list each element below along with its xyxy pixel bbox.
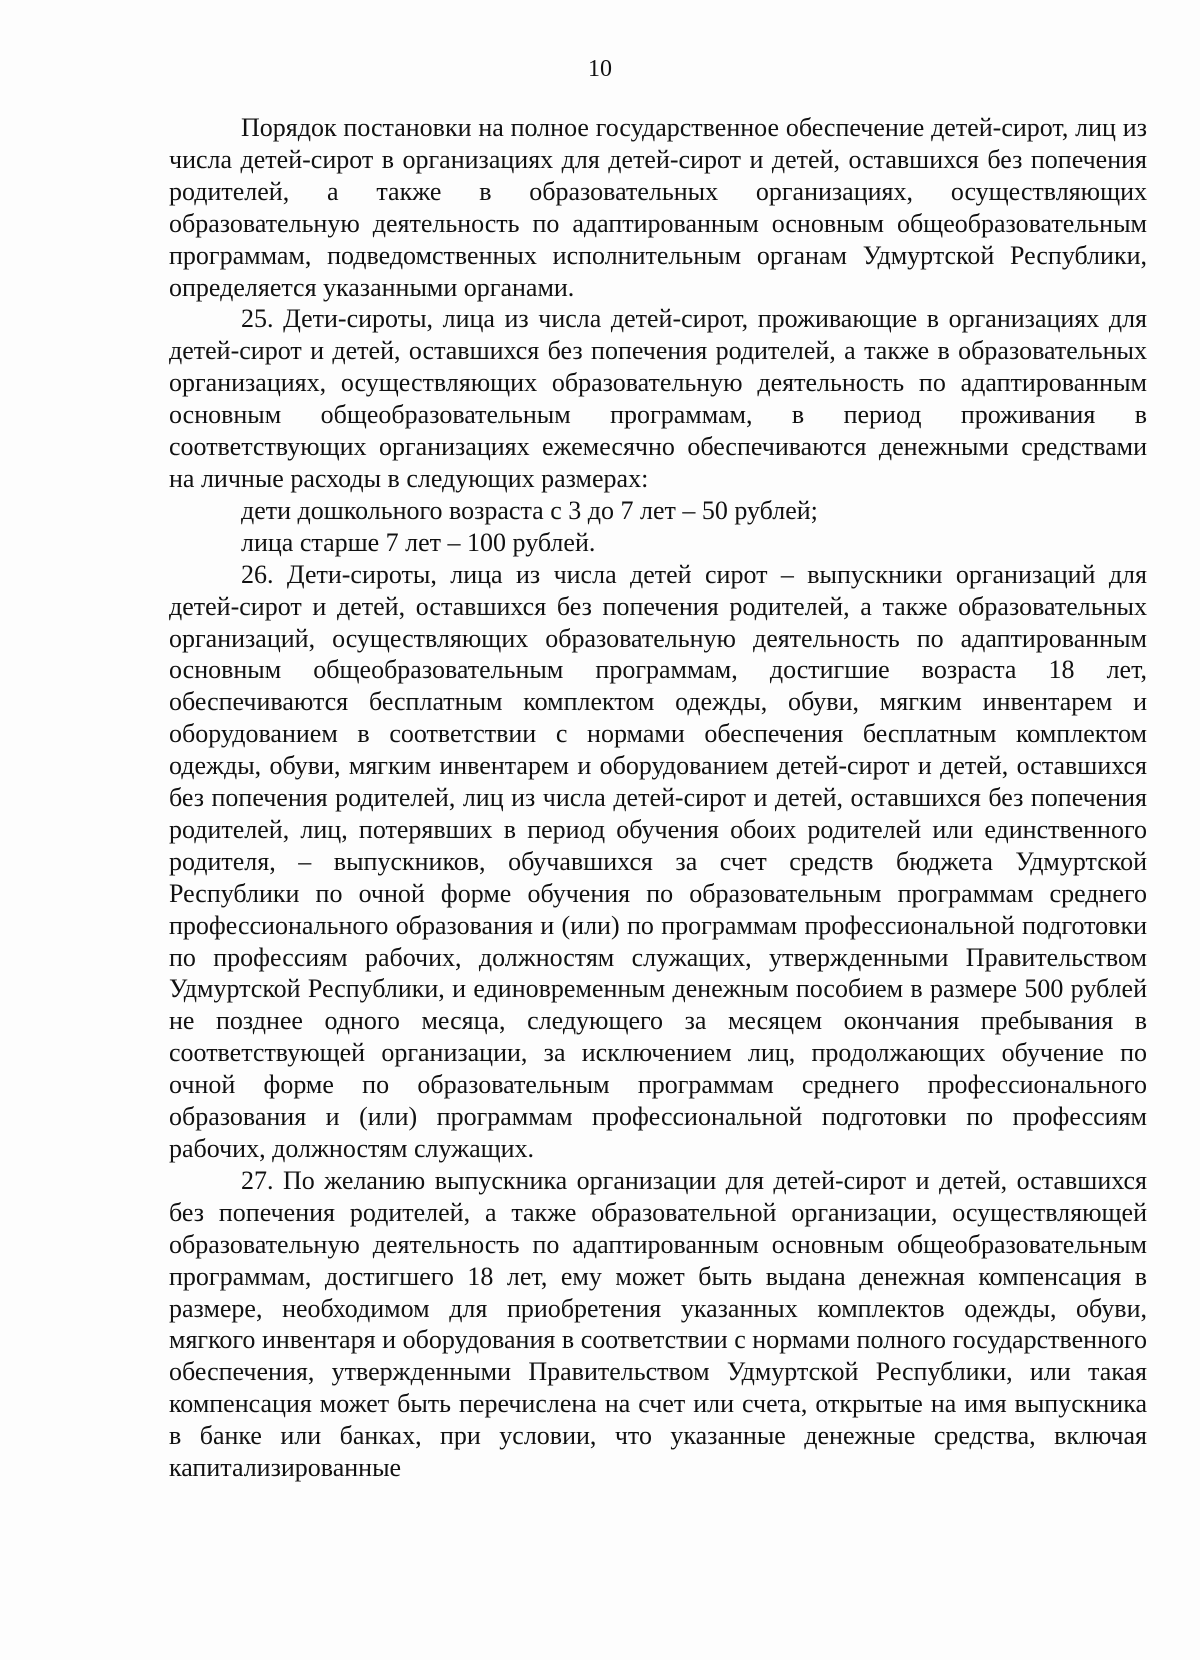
document-body — [169, 112, 1147, 1484]
paragraph-26: 26. Дети-сироты, лица из числа детей сирот – выпускники организаций для детей-сирот и детей, оставшихся без попечения родителей, а также образовательных организаций, осуществляющих образовательную деятельность по адаптированным основным общеобразовательным программам, достигшие возраста 18 лет, обеспечиваются бесплатным комплектом одежды, обуви, мягким инвентарем и оборудованием в соответствии с нормами обеспечения бесплатным комплектом одежды, обуви, мягким инвентарем и оборудованием детей-сирот и детей, оставшихся без попечения родителей, лиц из числа детей-сирот и детей, оставшихся без попечения родителей, лиц, потерявших в период обучения обоих родителей или единственного родителя, – выпускников, обучавшихся за счет средств бюджета Удмуртской Республики по очной форме обучения по образовательным программам среднего профессионального образования и (или) по программам профессиональной подготовки по профессиям рабочих, должностям служащих, утвержденными Правительством Удмуртской Республики, и единовременным денежным пособием в размере 500 рублей не позднее одного месяца, следующего за месяцем окончания пребывания в соответствующей организации, за исключением лиц, продолжающих обучение по очной форме по образовательным программам среднего профессионального образования и (или) программам профессиональной подготовки по профессиям рабочих, должностям служащих. — [169, 559, 1147, 1163]
paragraph-27: 27. По желанию выпускника организации для детей-сирот и детей, оставшихся без попечения родителей, а также образовательной организации, осуществляющей образовательную деятельность по адаптированным основным общеобразовательным программам, достигшего 18 лет, ему может быть выдана денежная компенсация в размере, необходимом для приобретения указанных комплектов одежды, обуви, мягкого инвентаря и оборудования в соответствии с нормами полного государственного обеспечения, утвержденными Правительством Удмуртской Республики, или такая компенсация может быть перечислена на счет или счета, открытые на имя выпускника в банке или банках, при условии, что указанные денежные средства, включая капитализированные — [169, 1165, 1147, 1483]
page-number: 10 — [588, 56, 612, 82]
list-item-older-7: лица старше 7 лет – 100 рублей. — [241, 527, 596, 557]
paragraph-procedure: Порядок постановки на полное государственное обеспечение детей-сирот, лиц из числа детей-сирот в организациях для детей-сирот и детей, оставшихся без попечения родителей, а также в образовательных организациях, осуществляющих образовательную деятельность по адаптированным основным общеобразовательным программам, подведомственных исполнительным органам Удмуртской Республики, определяется указанными органами. — [169, 113, 1147, 302]
list-item-preschool: дети дошкольного возраста с 3 до 7 лет – 50 рублей; — [241, 495, 818, 525]
paragraph-25: 25. Дети-сироты, лица из числа детей-сирот, проживающие в организациях для детей-сирот и детей, оставшихся без попечения родителей, а также в образовательных организациях, осуществляющих образовательную деятельность по адаптированным основным общеобразовательным программам, в период проживания в соответствующих организациях ежемесячно обеспечиваются денежными средствами на личные расходы в следующих размерах: — [169, 304, 1147, 493]
